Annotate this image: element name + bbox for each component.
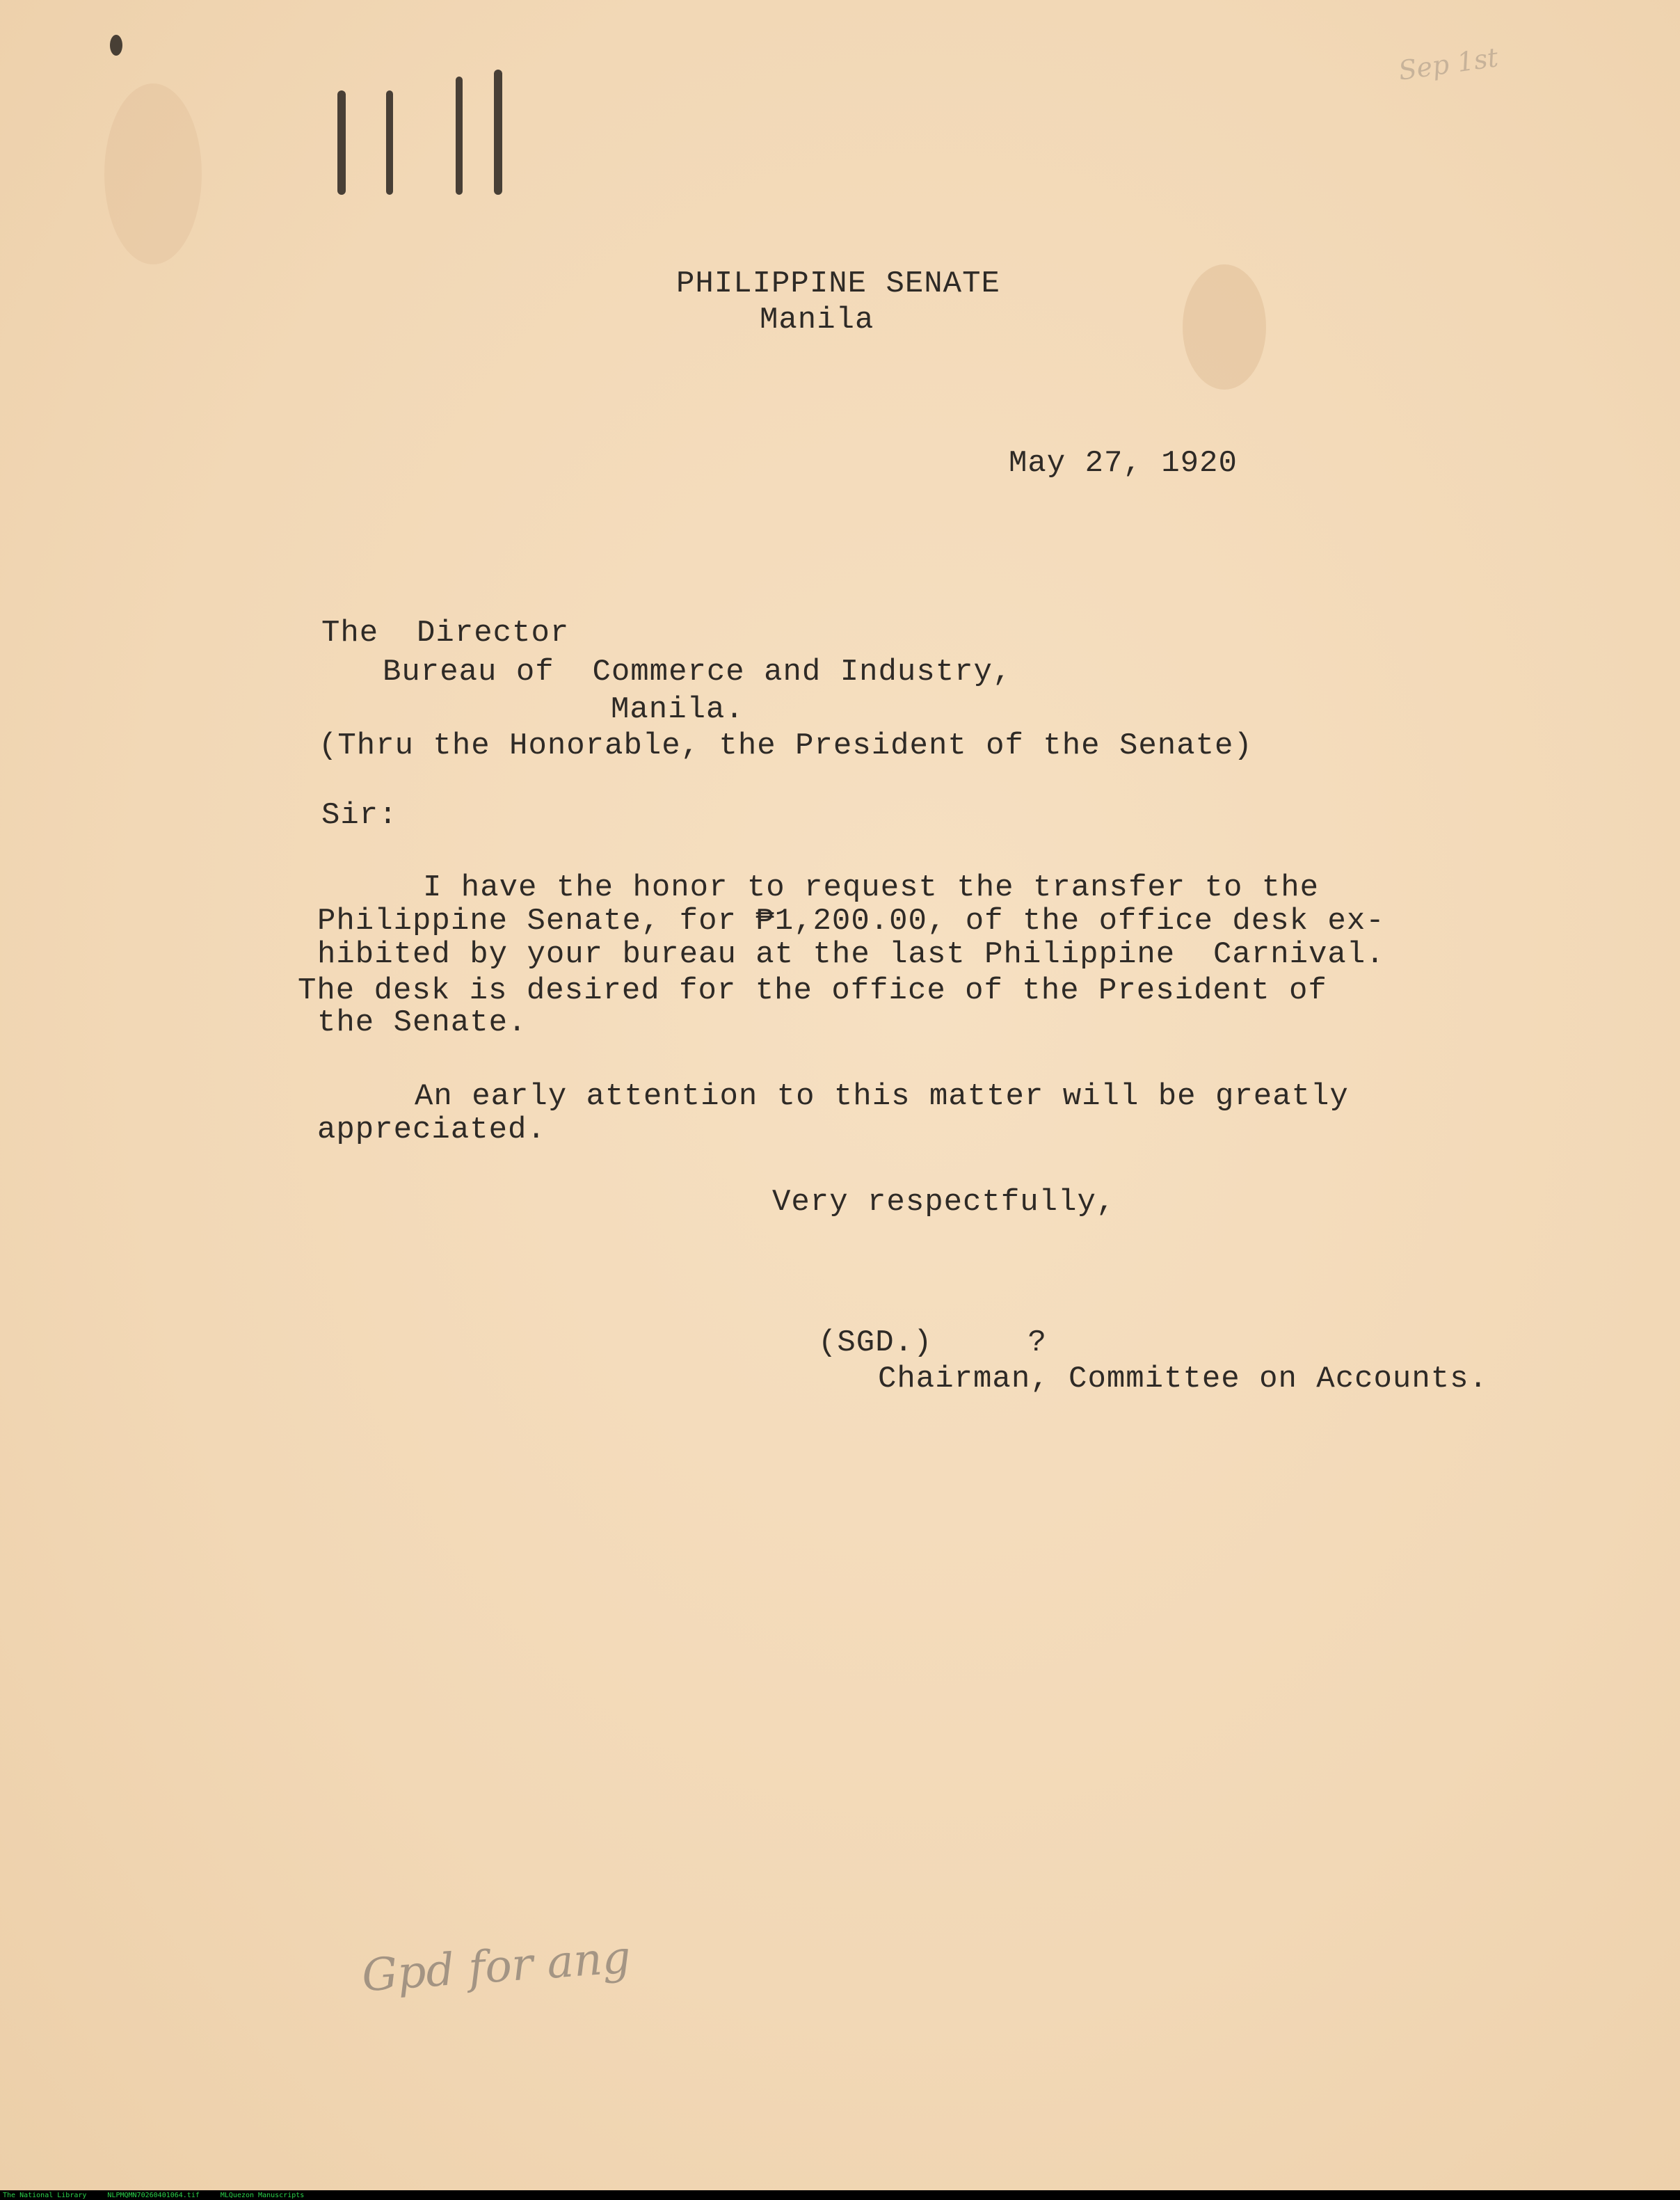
binding-hole-mark	[494, 70, 502, 195]
body-line: the Senate.	[317, 1005, 527, 1040]
footer-library: The National Library	[3, 2191, 87, 2199]
recipient-line-1: The Director	[321, 616, 570, 651]
letterhead-org: PHILIPPINE SENATE	[676, 266, 1000, 301]
paper-stain	[104, 83, 202, 264]
recipient-line-2: Bureau of Commerce and Industry,	[383, 655, 1012, 690]
body-line: I have the honor to request the transfer to the	[423, 870, 1320, 905]
letter-date: May 27, 1920	[1009, 446, 1238, 481]
body-line: appreciated.	[317, 1113, 546, 1147]
footer-collection: MLQuezon Manuscripts	[220, 2191, 305, 2199]
body-line: An early attention to this matter will be greatly	[415, 1079, 1349, 1114]
salutation: Sir:	[321, 798, 398, 833]
letterhead-city: Manila	[760, 303, 874, 337]
footer-file: NLPMQMN70260401064.tif	[107, 2191, 200, 2199]
body-line: Philippine Senate, for ₱1,200.00, of the office desk ex-	[317, 904, 1385, 939]
body-line: The desk is desired for the office of the President of	[298, 973, 1327, 1008]
signature-sgd: (SGD.) ?	[818, 1325, 1047, 1360]
binding-hole-mark	[386, 90, 393, 195]
binding-hole-mark	[456, 77, 463, 195]
closing: Very respectfully,	[772, 1185, 1116, 1220]
body-line: hibited by your bureau at the last Philippine Carnival.	[317, 937, 1385, 972]
recipient-line-4: (Thru the Honorable, the President of the Senate)	[319, 728, 1253, 763]
paper-stain	[1183, 264, 1266, 390]
handwritten-note-bottom: Gpd for ang	[360, 1931, 633, 2002]
signature-title: Chairman, Committee on Accounts.	[878, 1362, 1488, 1396]
recipient-line-3: Manila.	[611, 692, 744, 727]
binding-hole-mark	[110, 35, 122, 56]
scan-footer-bar	[0, 2190, 1680, 2200]
binding-hole-mark	[337, 90, 346, 195]
handwritten-note-top: Sep 1st	[1396, 42, 1501, 86]
